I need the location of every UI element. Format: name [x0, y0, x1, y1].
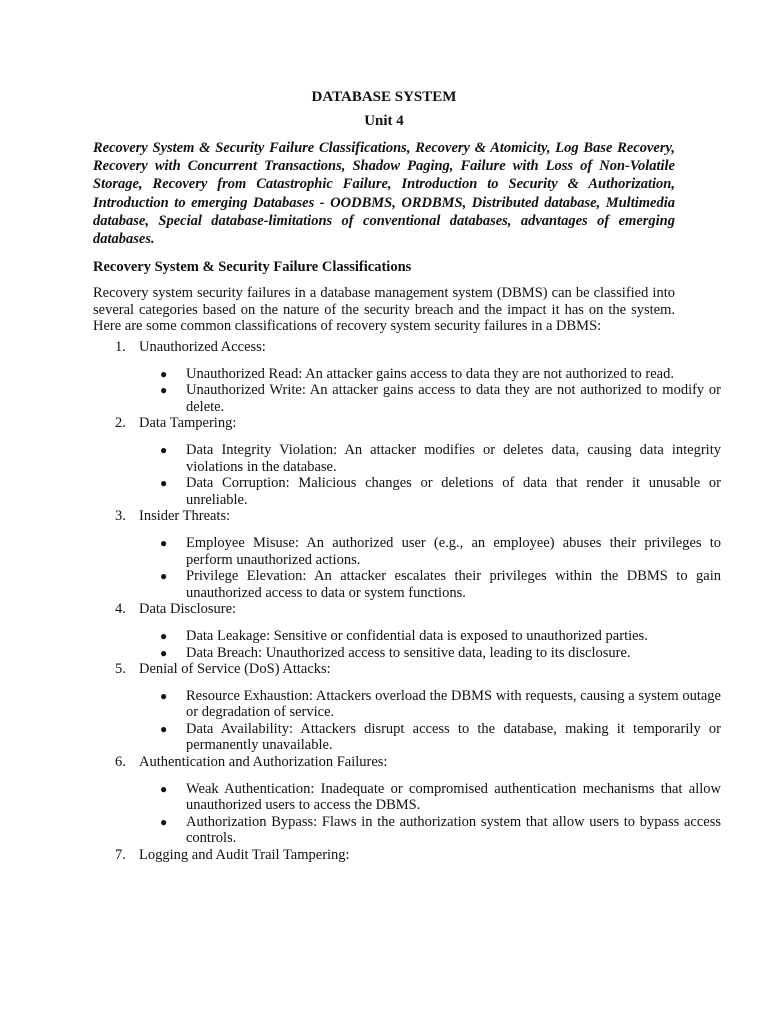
- bullet-text: Employee Misuse: An authorized user (e.g., an employee) abuses their privileges to perform unauthorized actions.: [186, 534, 721, 568]
- bullet-text: Data Breach: Unauthorized access to sensitive data, leading to its disclosure.: [186, 644, 631, 661]
- category-title: Data Tampering:: [139, 415, 237, 432]
- category-title: Denial of Service (DoS) Attacks:: [139, 661, 331, 678]
- category-bullet-list: [93, 535, 721, 601]
- bullet-text: Privilege Elevation: An attacker escalates their privileges within the DBMS to gain unauthorized access to data or system functions.: [186, 568, 721, 601]
- bullet-icon: ●: [160, 366, 168, 381]
- document-page: [93, 88, 721, 874]
- bullet-icon: ●: [160, 383, 168, 398]
- category-item: [93, 754, 721, 847]
- bullet-item: [140, 645, 721, 662]
- bullet-item: [140, 814, 721, 847]
- unit-title: Unit 4: [364, 113, 404, 129]
- category-number: 3.: [115, 508, 126, 525]
- intro-paragraph: Recovery system security failures in a database management system (DBMS) can be classified into several categories based on the nature of the security breach and the impact it has on the system. Here are some common classifications of recovery system security failures in a DBMS:: [93, 285, 675, 335]
- category-number: 6.: [115, 754, 126, 771]
- category-title: Authentication and Authorization Failures:: [139, 754, 388, 771]
- bullet-text: Data Leakage: Sensitive or confidential data is exposed to unauthorized parties.: [186, 627, 648, 644]
- bullet-item: [140, 475, 721, 508]
- category-bullet-list: [93, 688, 721, 754]
- category-bullet-list: [93, 442, 721, 508]
- bullet-icon: ●: [160, 569, 168, 584]
- bullet-item: [140, 382, 721, 415]
- bullet-icon: ●: [160, 645, 168, 660]
- bullet-item: [140, 781, 721, 814]
- bullet-icon: ●: [160, 535, 168, 550]
- bullet-icon: ●: [160, 476, 168, 491]
- category-item: [93, 508, 721, 601]
- document-title: DATABASE SYSTEM: [311, 89, 457, 105]
- category-number: 2.: [115, 415, 126, 432]
- failure-categories-list: [93, 339, 721, 864]
- category-bullet-list: [93, 628, 721, 661]
- bullet-text: Unauthorized Write: An attacker gains access to data they are not authorized to modify or delete.: [186, 382, 721, 415]
- category-number: 7.: [115, 847, 126, 864]
- bullet-item: [140, 442, 721, 475]
- bullet-icon: ●: [160, 781, 168, 796]
- category-item: [93, 847, 675, 864]
- bullet-text: Resource Exhaustion: Attackers overload the DBMS with requests, causing a system outage or degradation of service.: [186, 687, 721, 721]
- bullet-item: [140, 628, 721, 645]
- category-title: Insider Threats:: [139, 508, 231, 525]
- category-number: 4.: [115, 601, 126, 618]
- bullet-icon: ●: [160, 442, 168, 457]
- category-number: 1.: [115, 339, 126, 355]
- category-title: Unauthorized Access:: [139, 339, 266, 355]
- category-item: [93, 661, 721, 754]
- bullet-text: Data Corruption: Malicious changes or deletions of data that render it unusable or unreliable.: [186, 475, 721, 508]
- bullet-icon: ●: [160, 688, 168, 703]
- bullet-text: Weak Authentication: Inadequate or compromised authentication mechanisms that allow unauthorized users to access the DBMS.: [186, 780, 721, 814]
- bullet-text: Authorization Bypass: Flaws in the authorization system that allow users to bypass access controls.: [186, 813, 721, 847]
- bullet-item: [140, 366, 721, 383]
- section-heading: Recovery System & Security Failure Classifications: [93, 259, 412, 276]
- bullet-icon: ●: [160, 721, 168, 736]
- category-title: Logging and Audit Trail Tampering:: [139, 847, 350, 864]
- category-bullet-list: [93, 366, 721, 416]
- category-item: [93, 415, 721, 508]
- bullet-text: Data Availability: Attackers disrupt access to the database, making it temporarily or permanently unavailable.: [186, 720, 721, 754]
- category-item: [93, 601, 675, 661]
- bullet-icon: ●: [160, 814, 168, 829]
- bullet-item: [140, 535, 721, 568]
- bullet-icon: ●: [160, 628, 168, 643]
- category-number: 5.: [115, 661, 126, 678]
- bullet-item: [140, 721, 721, 754]
- category-title: Data Disclosure:: [139, 601, 237, 618]
- bullet-text: Unauthorized Read: An attacker gains access to data they are not authorized to read.: [186, 365, 674, 382]
- category-item: [93, 339, 721, 415]
- bullet-item: [140, 688, 721, 721]
- bullet-item: [140, 568, 721, 601]
- category-bullet-list: [93, 781, 721, 847]
- syllabus-paragraph: Recovery System & Security Failure Classifications, Recovery & Atomicity, Log Base Recovery, Recovery with Concurrent Transactions, Shadow Paging, Failure with Loss of Non-Volatile Storage, Recovery from Catastrophic Failure, Introduction to Security & Authorization, Introduction to emerging Databases - OODBMS, ORDBMS, Distributed database, Multimedia database, Special database-limitations of conventional databases, advantages of emerging databases.: [93, 140, 675, 248]
- bullet-text: Data Integrity Violation: An attacker modifies or deletes data, causing data integrity violations in the database.: [186, 441, 721, 475]
